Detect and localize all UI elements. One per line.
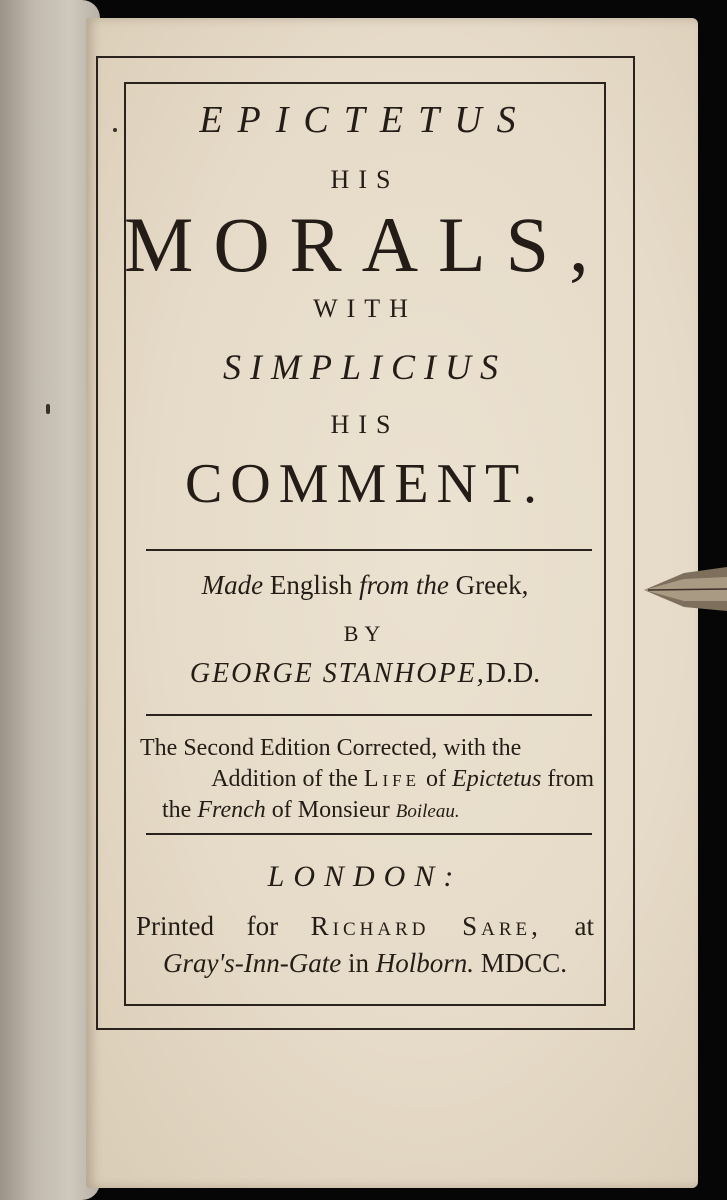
word-epictetus: Epictetus: [452, 766, 542, 792]
title-with: WITH: [313, 294, 417, 323]
word-from: from: [359, 570, 410, 600]
edition-row-2: [140, 764, 594, 795]
edition-text: of Monsieur: [271, 797, 390, 823]
imprint-line-1: [136, 911, 594, 942]
imprint-sare: Sare,: [462, 911, 542, 941]
imprint-holborn: Holborn.: [375, 948, 474, 978]
divider-rule-2: [146, 714, 592, 716]
title-morals: MORALS,: [124, 201, 609, 288]
imprint-text: at: [574, 911, 594, 941]
word-boileau: Boileau.: [395, 801, 460, 822]
paper-blemish: [46, 404, 50, 414]
book-spine-page-edge: [0, 0, 100, 1200]
imprint-line-2: [136, 948, 594, 979]
author-line: [124, 658, 606, 690]
edition-text: Addition of the: [211, 766, 358, 792]
title-his-2: HIS: [330, 410, 400, 439]
edition-row-1: The Second Edition Corrected, with the: [140, 735, 522, 761]
word-life: Life: [363, 766, 421, 792]
word-french: French: [197, 797, 266, 823]
word-greek: Greek,: [455, 570, 529, 600]
edition-text: the: [162, 797, 192, 823]
title-simplicius: SIMPLICIUS: [223, 347, 507, 387]
author-degree: D.D.: [485, 658, 541, 689]
imprint-richard: Richard: [310, 911, 430, 941]
pointer-pen-nib-icon: [644, 565, 727, 613]
word-the: the: [415, 570, 449, 600]
imprint-grays-inn-gate: Gray's-Inn-Gate: [162, 948, 342, 978]
place-london: LONDON:: [267, 860, 463, 893]
by-line: BY: [343, 621, 387, 646]
word-made: Made: [201, 570, 264, 600]
edition-text: of: [426, 766, 447, 792]
divider-rule-1: [146, 549, 592, 551]
title-his-1: HIS: [330, 165, 400, 194]
imprint-year: MDCC.: [480, 948, 568, 978]
title-comment: COMMENT.: [184, 453, 546, 515]
edition-statement: [140, 733, 594, 827]
imprint-text: Printed for: [136, 911, 279, 941]
divider-rule-3: [146, 833, 592, 835]
imprint-text: in: [347, 948, 369, 978]
paper-blemish: [113, 128, 117, 132]
translation-note: [124, 570, 606, 601]
title-epictetus: EPICTETUS: [199, 99, 531, 141]
author-name: GEORGE STANHOPE,: [189, 658, 486, 689]
edition-row-3: [140, 795, 594, 827]
edition-text: from: [547, 766, 594, 792]
word-english: English: [269, 570, 353, 600]
